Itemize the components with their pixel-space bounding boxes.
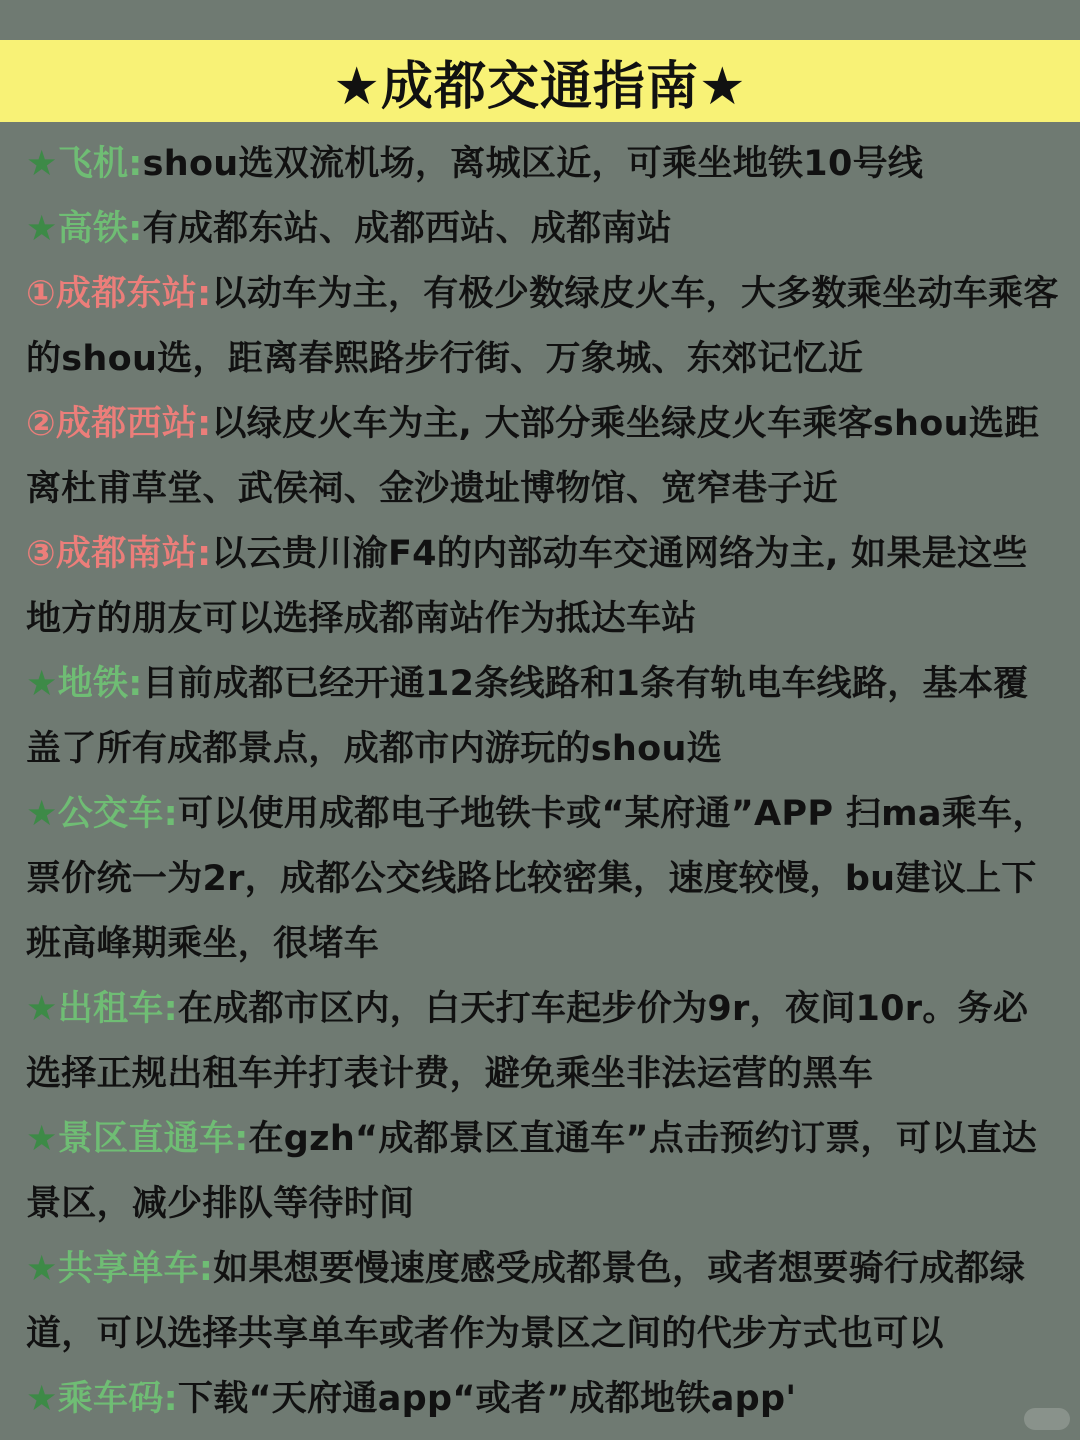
paragraph-south-station (26, 522, 1060, 652)
body-ride-code: 下载“天府通app“或者”成都地铁app' (177, 1379, 797, 1419)
paragraph-metro (26, 652, 1060, 782)
heading-high-speed-rail: 高铁: (57, 209, 143, 249)
star-icon: ★ (26, 664, 58, 704)
paragraph-west-station (26, 392, 1060, 522)
heading-south-station: ③成都南站: (26, 534, 212, 574)
heading-metro: 地铁: (57, 664, 143, 704)
star-icon: ★ (26, 1379, 58, 1419)
body-shared-bike: 如果想要慢速度感受成都景色，或者想要骑行成都绿道，可以选择共享单车或者作为景区之间的代步方式也可以 (26, 1249, 1026, 1354)
heading-bus: 公交车: (57, 794, 178, 834)
heading-east-station: ①成都东站: (26, 274, 212, 314)
star-icon: ★ (26, 794, 58, 834)
heading-taxi: 出租车: (57, 989, 178, 1029)
body-scenic-shuttle: 在gzh“成都景区直通车”点击预约订票，可以直达景区，减少排队等待时间 (26, 1119, 1038, 1224)
paragraph-bus (26, 782, 1060, 977)
paragraph-ride-code (26, 1367, 1060, 1432)
body-east-station: 以动车为主，有极少数绿皮火车，大多数乘坐动车乘客的shou选，距离春熙路步行街、万象城、东郊记忆近 (26, 274, 1059, 379)
star-icon: ★ (26, 1249, 58, 1289)
heading-scenic-shuttle: 景区直通车: (57, 1119, 249, 1159)
body-west-station: 以绿皮火车为主, 大部分乘坐绿皮火车乘客shou选距离杜甫草堂、武侯祠、金沙遗址博物馆、宽窄巷子近 (26, 404, 1040, 509)
paragraph-high-speed-rail (26, 197, 1060, 262)
guide-content (26, 132, 1060, 1432)
heading-airplane: 飞机: (57, 144, 143, 184)
paragraph-east-station (26, 262, 1060, 392)
watermark-badge (1024, 1408, 1070, 1430)
heading-ride-code: 乘车码: (57, 1379, 178, 1419)
body-metro: 目前成都已经开通12条线路和1条有轨电车线路，基本覆盖了所有成都景点，成都市内游玩的shou选 (26, 664, 1029, 769)
body-airplane: shou选双流机场，离城区近，可乘坐地铁10号线 (142, 144, 924, 184)
page-title: ★成都交通指南★ (333, 56, 747, 117)
title-banner (0, 40, 1080, 122)
star-icon: ★ (26, 989, 58, 1029)
paragraph-scenic-shuttle (26, 1107, 1060, 1237)
star-icon: ★ (26, 1119, 58, 1159)
paragraph-shared-bike (26, 1237, 1060, 1367)
star-icon: ★ (26, 209, 58, 249)
heading-shared-bike: 共享单车: (57, 1249, 214, 1289)
paragraph-taxi (26, 977, 1060, 1107)
heading-west-station: ②成都西站: (26, 404, 212, 444)
body-taxi: 在成都市区内，白天打车起步价为9r，夜间10r。务必选择正规出租车并打表计费，避免乘坐非法运营的黑车 (26, 989, 1029, 1094)
star-icon: ★ (26, 144, 58, 184)
paragraph-airplane (26, 132, 1060, 197)
body-bus: 可以使用成都电子地铁卡或“某府通”APP 扫ma乘车，票价统一为2r，成都公交线路比较密集，速度较慢，bu建议上下班高峰期乘坐，很堵车 (26, 794, 1048, 964)
body-south-station: 以云贵川渝F4的内部动车交通网络为主, 如果是这些地方的朋友可以选择成都南站作为抵达车站 (26, 534, 1028, 639)
body-high-speed-rail: 有成都东站、成都西站、成都南站 (142, 209, 673, 249)
